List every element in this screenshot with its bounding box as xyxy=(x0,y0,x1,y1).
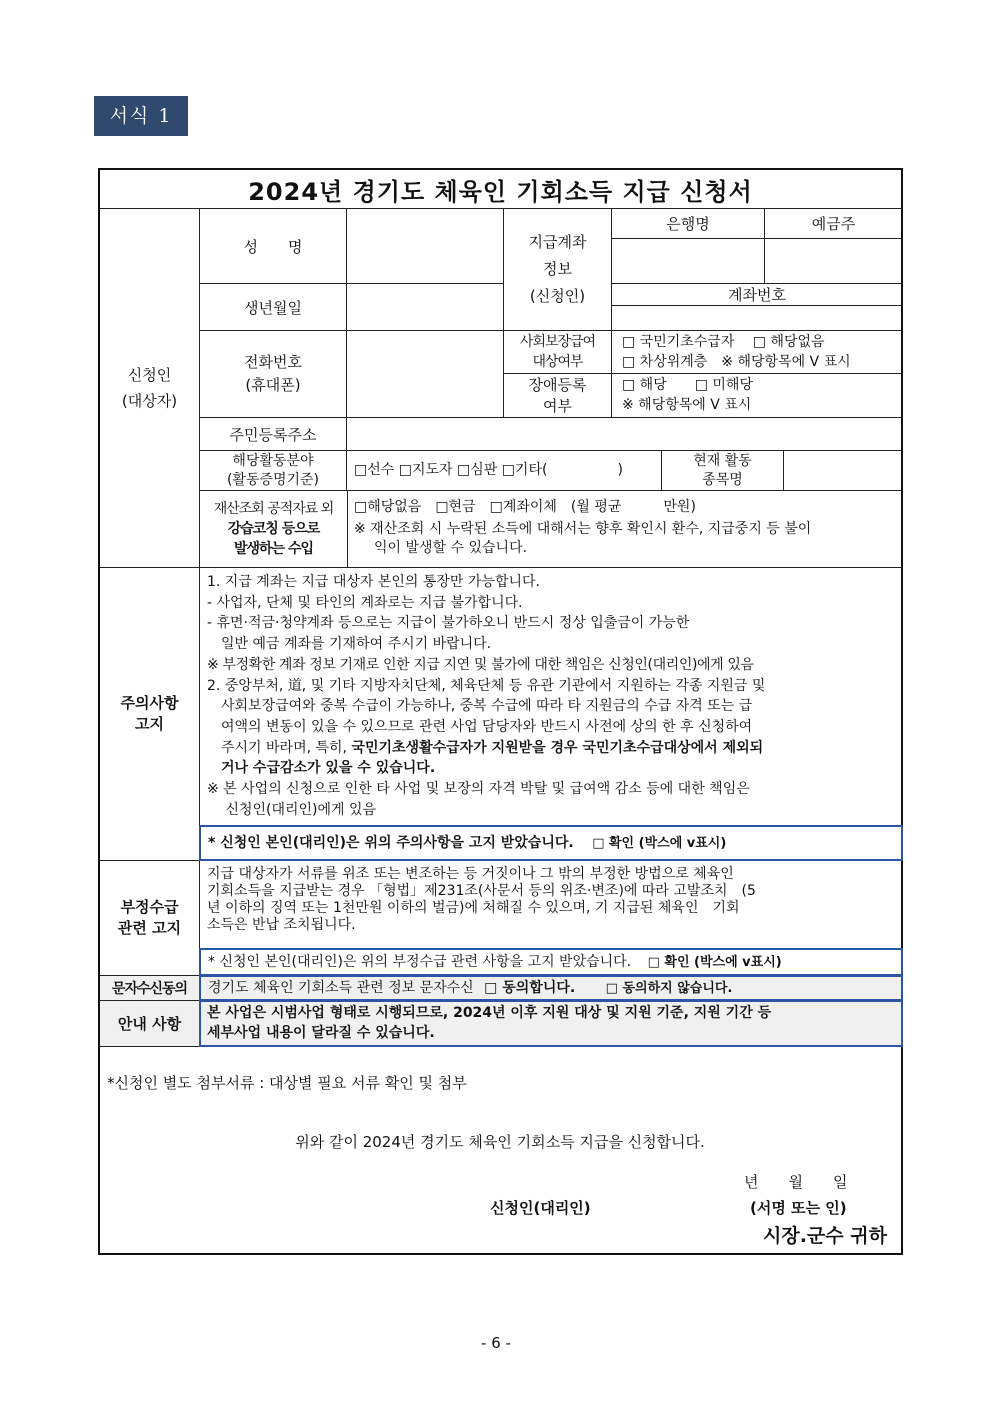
activity-label-line1: 해당활동분야 xyxy=(232,452,314,469)
income-label-line1: 재산조회 공적자료 외 xyxy=(213,501,334,517)
fraud-line: 년 이하의 징역 또는 1천만원 이하의 벌금)에 처해질 수 있으며, 기 지급된 체육인 기회 xyxy=(207,900,740,916)
sms-disagree-checkbox[interactable]: □ 동의하지 않습니다. xyxy=(605,981,733,996)
current-sport-input[interactable] xyxy=(784,451,902,490)
sms-agree-checkbox[interactable]: □ 동의합니다. xyxy=(484,980,576,996)
notice-bold-text: 거나 수급감소가 있을 수 있습니다. xyxy=(207,760,436,777)
account-holder-input[interactable] xyxy=(765,239,902,283)
income-label-line2: 강습코칭 등으로 xyxy=(227,521,320,537)
birth-label: 생년월일 xyxy=(244,298,302,317)
date-line: 년 월 일 xyxy=(744,1173,848,1191)
notice-confirm-text: * 신청인 본인(대리인)은 위의 주의사항을 고지 받았습니다. xyxy=(208,835,574,851)
fraud-label xyxy=(100,861,199,975)
birth-input[interactable] xyxy=(347,284,503,330)
notice-note: ※ 본 사업의 신청으로 인한 타 사업 및 보장의 자격 박탈 및 급여액 감소 등에 대한 책임은 xyxy=(207,781,750,798)
fraud-label-line1: 부정수급 xyxy=(120,898,179,916)
bank-info-label xyxy=(504,209,611,330)
income-note-line1: ※ 재산조회 시 누락된 소득에 대해서는 향후 확인시 환수, 지급중지 등 불이 xyxy=(354,521,812,537)
sms-consent-text: 경기도 체육인 기회소득 관련 정보 문자수신 xyxy=(208,980,474,996)
recipient: 시장.군수 귀하 xyxy=(763,1225,887,1247)
notice-line: 2. 중앙부처, 道, 및 기타 지방자치단체, 체육단체 등 유관 기관에서 지원하는 각종 지원금 및 xyxy=(207,677,766,694)
applicant-section-label xyxy=(100,360,199,416)
bank-name-input[interactable] xyxy=(612,239,764,283)
notice-label-line2: 고지 xyxy=(135,715,164,733)
notice-line: ※ 부정확한 계좌 정보 기재로 인한 지급 지연 및 불가에 대한 책임은 신청인(대리인)에게 있음 xyxy=(207,656,754,673)
notice-body xyxy=(207,572,899,820)
disability-label-line1: 장애등록 xyxy=(528,375,587,394)
income-label-line3: 발생하는 수입 xyxy=(233,541,314,557)
form-tag: 서식 1 xyxy=(94,96,188,136)
notice-line: 일반 예금 계좌를 기재하여 주시기 바랍니다. xyxy=(207,636,492,653)
account-number-input[interactable] xyxy=(612,306,902,330)
notice-line: 여액의 변동이 있을 수 있으므로 관련 사업 담당자와 반드시 사전에 상의 한 후 신청하여 xyxy=(207,718,753,735)
fraud-confirm-checkbox[interactable]: □ 확인 (박스에 v표시) xyxy=(647,955,782,970)
form-title: 2024년 경기도 체육인 기회소득 지급 신청서 xyxy=(248,177,753,206)
other-income-note xyxy=(354,520,899,558)
fraud-body xyxy=(207,866,899,934)
guide-label: 안내 사항 xyxy=(117,1015,182,1033)
other-income-options[interactable]: □해당없음 □현금 □계좌이체 (월 평균 만원) xyxy=(354,499,696,515)
guide-text xyxy=(207,1003,899,1043)
disability-option-row1[interactable]: □ 해당 □ 미해당 xyxy=(622,377,753,393)
current-sport-line1: 현재 활동 xyxy=(693,452,752,469)
sms-consent-row xyxy=(208,976,898,1000)
bank-label-line2: 정보 xyxy=(543,260,572,278)
welfare-options[interactable] xyxy=(622,332,900,372)
address-label: 주민등록주소 xyxy=(229,425,317,444)
applicant-signature-label: 신청인(대리인) xyxy=(490,1199,591,1217)
activity-field-label xyxy=(200,451,346,490)
address-input[interactable] xyxy=(347,418,902,450)
name-input[interactable] xyxy=(347,209,503,283)
phone-label-line1: 전화번호 xyxy=(244,353,302,371)
activity-label-line2: (활동증명기준) xyxy=(226,471,320,488)
notice-note: 신청인(대리인)에게 있음 xyxy=(207,801,377,818)
fraud-confirm-text: * 신청인 본인(대리인)은 위의 부정수급 관련 사항을 고지 받았습니다. xyxy=(208,954,632,970)
applicant-label-line1: 신청인 xyxy=(127,366,172,384)
fraud-confirm-row xyxy=(208,948,898,976)
page-number: - 6 - xyxy=(481,1334,511,1352)
notice-line: - 휴면·적금·청약계좌 등으로는 지급이 불가하오니 반드시 정상 입출금이 가능한 xyxy=(207,615,690,632)
fraud-line: 기회소득을 지급받는 경우 「형법」제231조(사문서 등의 위조·변조)에 따라 고발조치 (5 xyxy=(207,883,756,899)
current-sport-line2: 종목명 xyxy=(702,471,743,488)
disability-label xyxy=(504,374,611,417)
notice-label-line1: 주의사항 xyxy=(120,694,179,712)
notice-line: 주시기 바라며, 특히, xyxy=(207,739,352,756)
bank-label-line1: 지급계좌 xyxy=(528,233,587,251)
welfare-label-line1: 사회보장급여 xyxy=(519,334,596,350)
fraud-line: 지급 대상자가 서류를 위조 또는 변조하는 등 거짓이나 그 밖의 부정한 방법으로 체육인 xyxy=(207,866,734,882)
disability-options[interactable] xyxy=(622,375,900,415)
notice-bold-text: 국민기초생활수급자가 지원받을 경우 국민기초수급대상에서 제외되 xyxy=(351,739,764,756)
applicant-label-line2: (대상자) xyxy=(121,392,178,410)
welfare-option-row1[interactable]: □ 국민기초수급자 □ 해당없음 xyxy=(622,334,825,350)
notice-line: 1. 지급 계좌는 지급 대상자 본인의 통장만 가능합니다. xyxy=(207,574,540,590)
current-sport-label xyxy=(662,451,783,490)
signature-field[interactable]: (서명 또는 인) xyxy=(750,1199,847,1217)
account-holder-header: 예금주 xyxy=(811,215,856,233)
bank-name-header: 은행명 xyxy=(666,215,710,233)
notice-confirm-checkbox[interactable]: □ 확인 (박스에 v표시) xyxy=(592,836,727,851)
disability-option-row2[interactable]: ※ 해당항목에 V 표시 xyxy=(622,397,752,413)
application-statement: 위와 같이 2024년 경기도 체육인 기회소득 지급을 신청합니다. xyxy=(295,1133,705,1151)
phone-label-line2: (휴대폰) xyxy=(245,376,301,394)
guide-line: 세부사업 내용이 달라질 수 있습니다. xyxy=(207,1025,435,1041)
phone-input[interactable] xyxy=(347,331,503,417)
fraud-line: 소득은 반납 조치됩니다. xyxy=(207,917,356,933)
guide-line: 본 사업은 시범사업 형태로 시행되므로, 2024년 이후 지원 대상 및 지원 기준, 지원 기간 등 xyxy=(207,1005,772,1021)
notice-confirm-row xyxy=(208,825,898,861)
notice-label xyxy=(100,568,199,860)
notice-line-mixed xyxy=(207,738,899,759)
activity-field-options[interactable]: □선수 □지도자 □심판 □기타( ) xyxy=(354,462,623,478)
sms-consent-label: 문자수신동의 xyxy=(111,981,188,997)
welfare-label-line2: 대상여부 xyxy=(532,354,583,370)
welfare-option-row2[interactable]: □ 차상위계층 ※ 해당항목에 V 표시 xyxy=(622,354,851,370)
account-number-header: 계좌번호 xyxy=(728,285,786,304)
other-income-label xyxy=(200,491,347,567)
notice-line: 사회보장급여와 중복 수급이 가능하나, 중복 수급에 따라 타 지원금의 수급 자격 또는 급 xyxy=(207,698,753,715)
welfare-label xyxy=(504,331,611,373)
disability-label-line2: 여부 xyxy=(543,396,572,415)
income-note-line2: 익이 발생할 수 있습니다. xyxy=(374,540,528,556)
phone-label xyxy=(200,331,346,417)
notice-line: - 사업자, 단체 및 타인의 계좌로는 지급 불가합니다. xyxy=(207,594,523,611)
attachment-note: *신청인 별도 첨부서류 : 대상별 필요 서류 확인 및 첨부 xyxy=(107,1074,467,1092)
bank-label-line3: (신청인) xyxy=(529,287,586,305)
name-label: 성 명 xyxy=(243,237,303,256)
fraud-label-line2: 관련 고지 xyxy=(117,919,182,937)
